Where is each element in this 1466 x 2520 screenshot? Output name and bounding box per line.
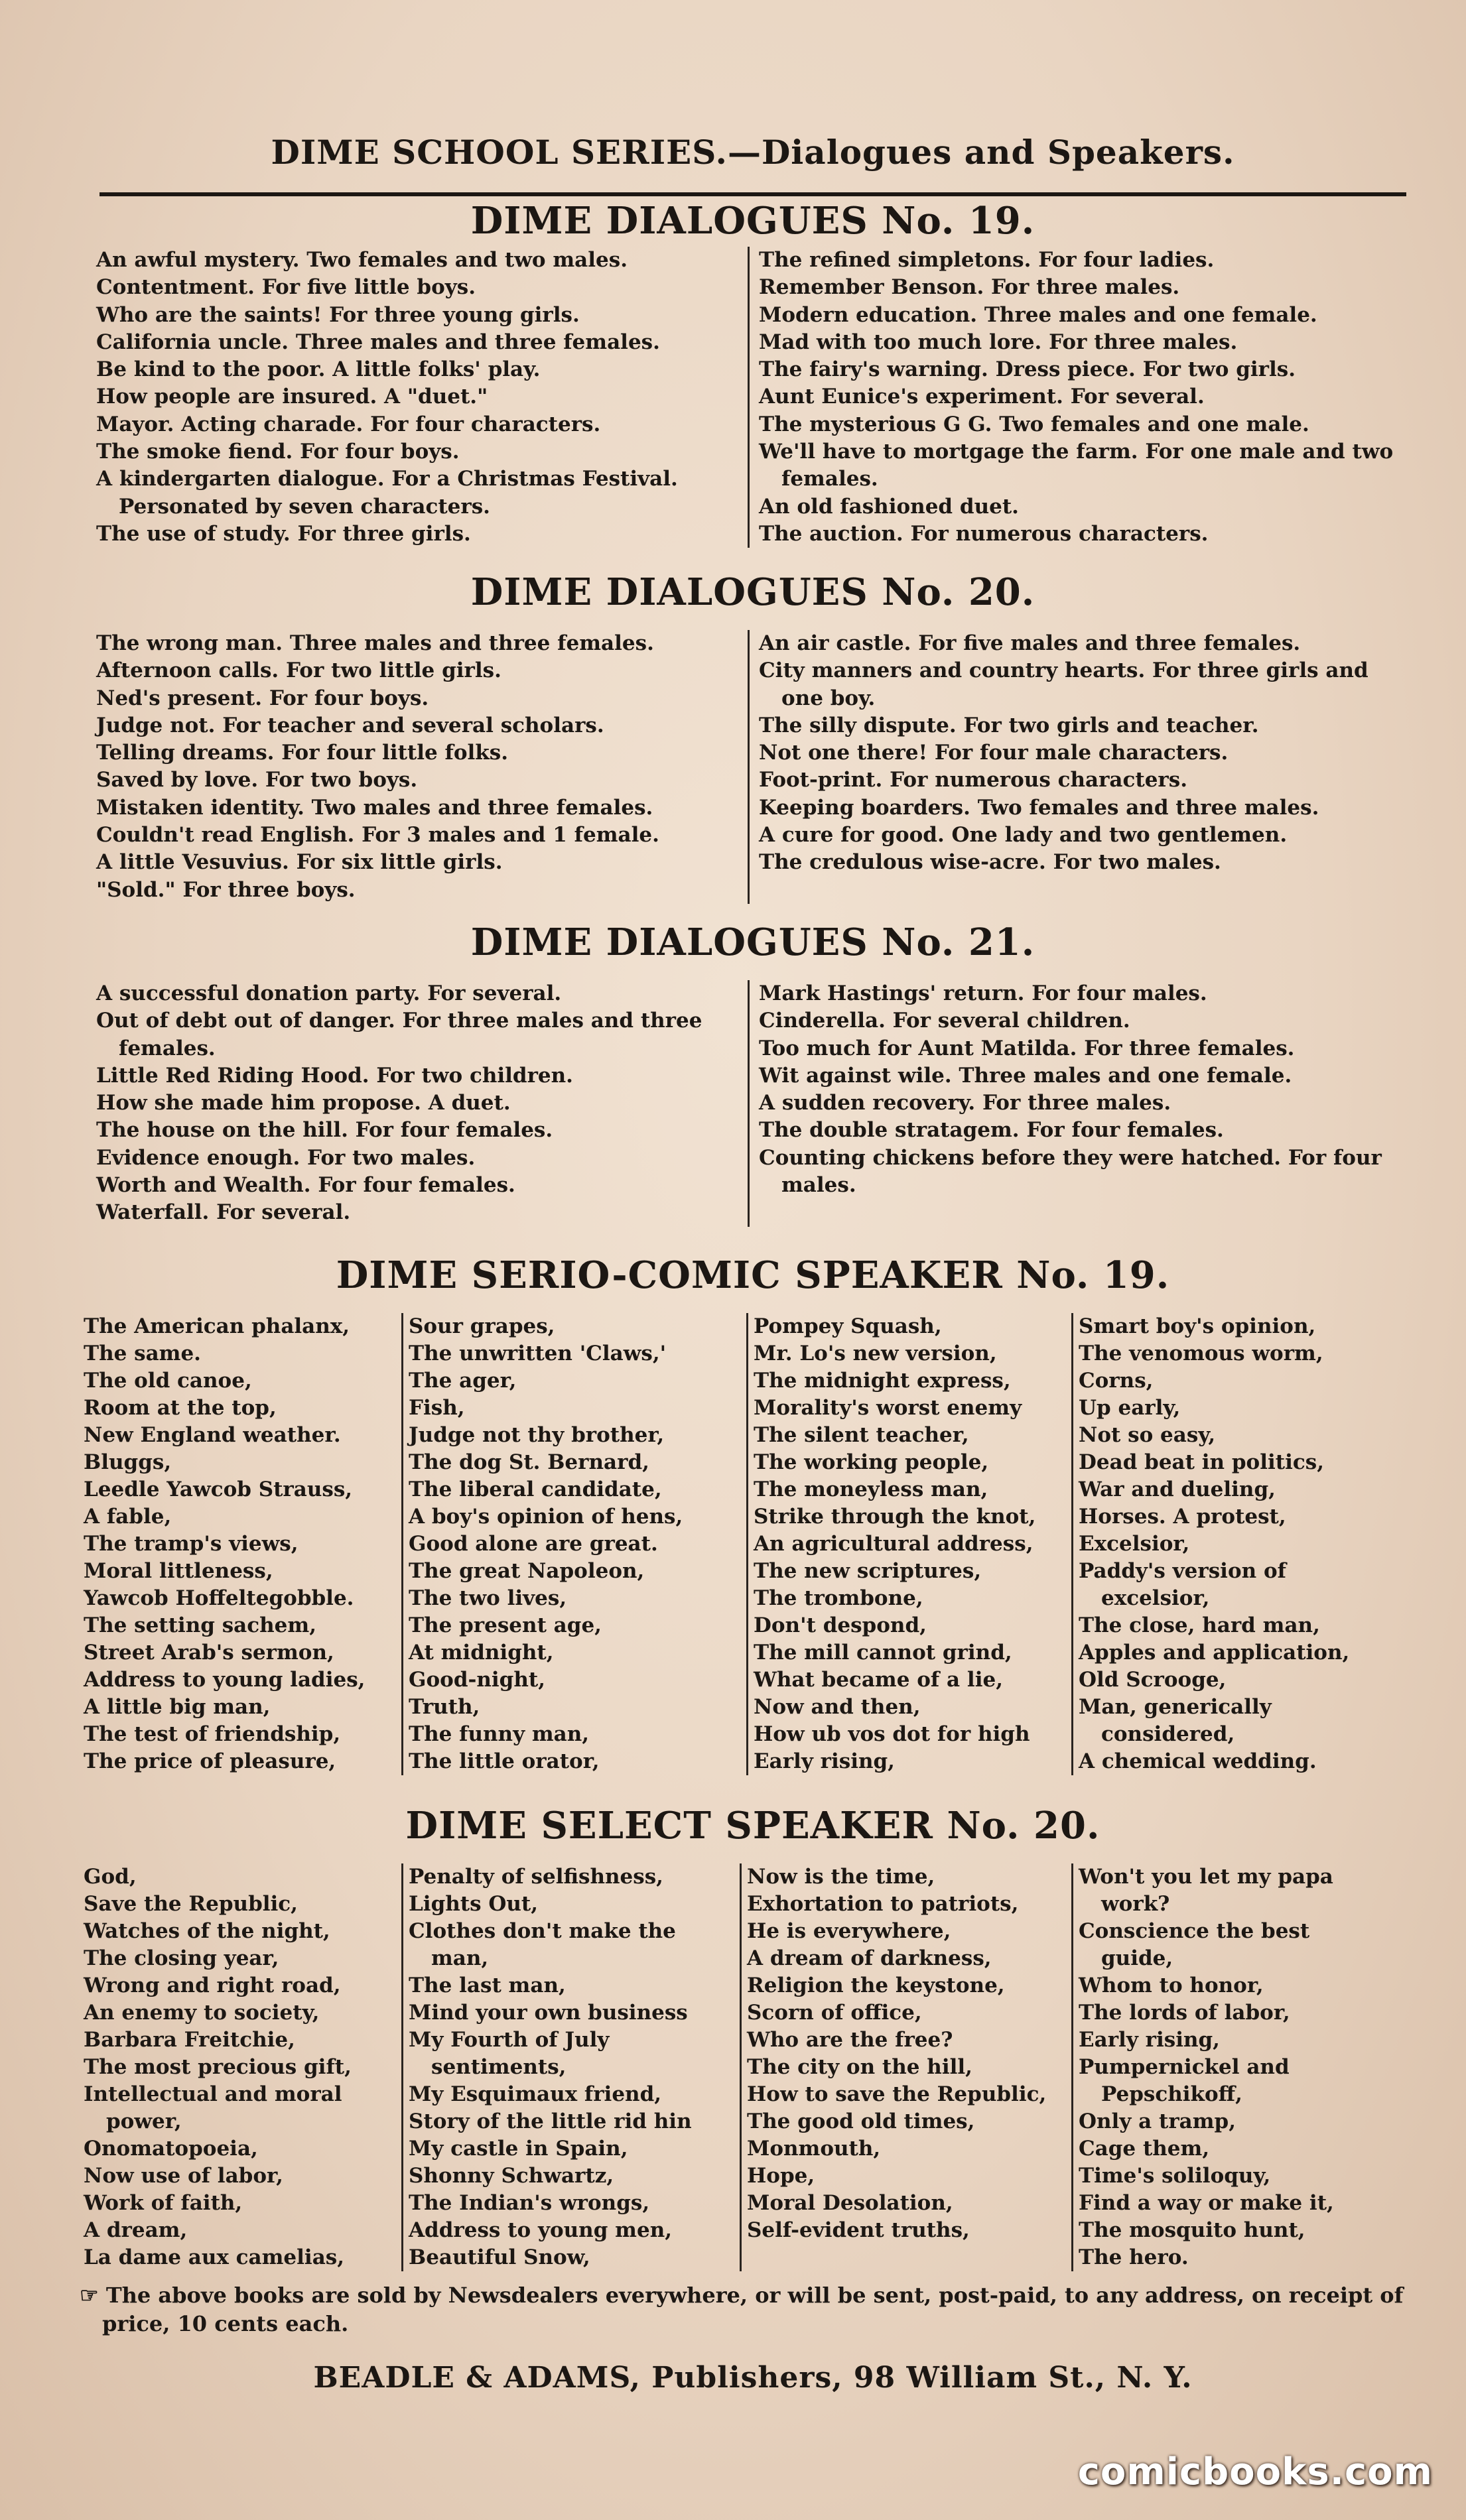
speech-entry: God, <box>84 1865 137 1889</box>
dialogue-entry: The use of study. For three girls. <box>96 521 471 546</box>
speech-entry: Scorn of office, <box>747 2001 922 2025</box>
speech-entry: The liberal candidate, <box>409 1478 662 1501</box>
dialogue-entry: Worth and Wealth. For four females. <box>96 1173 515 1198</box>
speech-entry: The old canoe, <box>84 1369 252 1393</box>
speech-entry: Shonny Schwartz, <box>409 2164 614 2188</box>
dialogue-entry: City manners and country hearts. For three girls and one boy. <box>759 659 1368 710</box>
speech-entry: Monmouth, <box>747 2137 881 2161</box>
speech-entry: The mill cannot grind, <box>754 1641 1012 1665</box>
dialogue-entry: Evidence enough. For two males. <box>96 1145 476 1170</box>
dialogue-entry: The house on the hill. For four females. <box>96 1118 553 1143</box>
speech-entry: The silent teacher, <box>754 1423 969 1447</box>
dialogues-19-right-column <box>750 247 1403 548</box>
speech-entry: The two lives, <box>409 1586 567 1610</box>
speech-entry: War and dueling, <box>1079 1478 1276 1501</box>
speech-entry: The tramp's views, <box>84 1532 299 1556</box>
speech-entry: Find a way or make it, <box>1079 2191 1334 2215</box>
speech-entry: The test of friendship, <box>84 1722 341 1746</box>
speech-entry: Now use of labor, <box>84 2164 283 2188</box>
speech-entry: My Esquimaux friend, <box>409 2082 662 2106</box>
speech-entry: Beautiful Snow, <box>409 2245 590 2269</box>
speech-entry: Hope, <box>747 2164 815 2188</box>
speech-entry: What became of a lie, <box>754 1668 1003 1692</box>
header-rule <box>100 192 1406 196</box>
speech-entry: How ub vos dot for high <box>754 1722 1030 1746</box>
speech-entry: An enemy to society, <box>84 2001 320 2025</box>
speech-entry: The closing year, <box>84 1946 279 1970</box>
dialogue-entry: The wrong man. Three males and three females. <box>96 631 654 655</box>
speech-entry: Up early, <box>1079 1396 1181 1420</box>
speech-entry: The dog St. Bernard, <box>409 1450 649 1474</box>
dialogue-entry: A little Vesuvius. For six little girls. <box>96 850 503 875</box>
section-title-speaker-19: DIME SERIO-COMIC SPEAKER No. 19. <box>336 1253 1170 1297</box>
speech-entry: The city on the hill, <box>747 2055 972 2079</box>
speech-entry: Address to young ladies, <box>84 1668 366 1692</box>
speaker-20-column-1 <box>78 1863 403 2271</box>
speaker-19-column-1 <box>78 1313 403 1775</box>
speech-entry: Fish, <box>409 1396 465 1420</box>
dialogue-entry: Mark Hastings' return. For four males. <box>759 981 1207 1005</box>
speech-entry: He is everywhere, <box>747 1919 951 1943</box>
speech-entry: Conscience the best guide, <box>1079 1919 1310 1970</box>
dialogue-entry: The mysterious G G. Two females and one male. <box>759 412 1309 436</box>
speech-entry: Mr. Lo's new version, <box>754 1342 997 1365</box>
speech-entry: Story of the little rid hin <box>409 2110 692 2133</box>
dialogue-entry: Too much for Aunt Matilda. For three females. <box>759 1036 1295 1060</box>
dialogue-entry: Remember Benson. For three males. <box>759 275 1180 300</box>
site-watermark: comicbooks.com <box>1077 2450 1433 2493</box>
speech-entry: Yawcob Hoffeltegobble. <box>84 1586 354 1610</box>
speech-entry: Don't despond, <box>754 1613 927 1637</box>
dialogues-20-right-column <box>750 630 1403 904</box>
speech-entry: Dead beat in politics, <box>1079 1450 1324 1474</box>
speech-entry: Exhortation to patriots, <box>747 1892 1019 1916</box>
dialogue-entry: An air castle. For five males and three females. <box>759 631 1301 655</box>
speech-entry: Barbara Freitchie, <box>84 2028 295 2052</box>
speech-entry: The trombone, <box>754 1586 923 1610</box>
dialogues-20-left-column <box>96 630 750 904</box>
speech-entry: Judge not thy brother, <box>409 1423 665 1447</box>
dialogues-20-columns <box>96 630 1403 904</box>
speech-entry: The mosquito hunt, <box>1079 2218 1305 2242</box>
dialogue-entry: "Sold." For three boys. <box>96 877 356 902</box>
speech-entry: The price of pleasure, <box>84 1749 336 1773</box>
speech-entry: Apples and application, <box>1079 1641 1350 1665</box>
speaker-19-column-4 <box>1073 1313 1392 1775</box>
section-title-dialogues-20: DIME DIALOGUES No. 20. <box>470 570 1035 614</box>
speech-entry: The setting sachem, <box>84 1613 316 1637</box>
dialogue-entry: A sudden recovery. For three males. <box>759 1091 1171 1115</box>
publisher-imprint: BEADLE & ADAMS, Publishers, 98 William St., N. Y. <box>313 2361 1193 2395</box>
speech-entry: New England weather. <box>84 1423 341 1447</box>
dialogue-entry: Be kind to the poor. A little folks' play. <box>96 357 541 382</box>
dialogues-21-right-column <box>750 980 1403 1227</box>
dialogue-entry: Telling dreams. For four little folks. <box>96 741 509 765</box>
dialogue-entry: A kindergarten dialogue. For a Christmas Festival. Personated by seven characters. <box>96 467 678 519</box>
speaker-19-column-3 <box>748 1313 1073 1775</box>
dialogue-entry: Cinderella. For several children. <box>759 1009 1130 1033</box>
speech-entry: Horses. A protest, <box>1079 1505 1286 1529</box>
speech-entry: The midnight express, <box>754 1369 1011 1393</box>
dialogue-entry: The fairy's warning. Dress piece. For two girls. <box>759 357 1296 382</box>
dialogue-entry: How people are insured. A "duet." <box>96 385 488 409</box>
speech-entry: Sour grapes, <box>409 1314 555 1338</box>
dialogue-entry: Ned's present. For four boys. <box>96 686 429 710</box>
dialogue-entry: Not one there! For four male characters. <box>759 741 1229 765</box>
dialogue-entry: The double stratagem. For four females. <box>759 1118 1224 1143</box>
speech-entry: Not so easy, <box>1079 1423 1216 1447</box>
dialogues-19-left-column <box>96 247 750 548</box>
speech-entry: The good old times, <box>747 2110 975 2133</box>
speech-entry: The most precious gift, <box>84 2055 352 2079</box>
dialogue-entry: Saved by love. For two boys. <box>96 768 418 792</box>
speech-entry: Wrong and right road, <box>84 1974 341 1997</box>
speech-entry: The moneyless man, <box>754 1478 988 1501</box>
speech-entry: Old Scrooge, <box>1079 1668 1227 1692</box>
ordering-note: ☞ The above books are sold by Newsdealers everywhere, or will be sent, post-paid, to any address, on receipt of price, 10 cents each. <box>80 2283 1404 2336</box>
section-title-dialogues-19: DIME DIALOGUES No. 19. <box>470 199 1035 243</box>
speech-entry: Moral littleness, <box>84 1559 273 1583</box>
speech-entry: A little big man, <box>84 1695 271 1719</box>
speech-entry: A fable, <box>84 1505 172 1529</box>
speech-entry: Smart boy's opinion, <box>1079 1314 1316 1338</box>
speaker-20-columns <box>78 1863 1392 2271</box>
dialogue-entry: The auction. For numerous characters. <box>759 521 1209 546</box>
speech-entry: Only a tramp, <box>1079 2110 1236 2133</box>
speaker-20-column-4 <box>1073 1863 1392 2271</box>
speech-entry: An agricultural address, <box>754 1532 1033 1556</box>
dialogues-21-columns <box>96 980 1403 1227</box>
speech-entry: Good alone are great. <box>409 1532 658 1556</box>
speech-entry: Watches of the night, <box>84 1919 330 1943</box>
speaker-20-column-3 <box>742 1863 1073 2271</box>
speech-entry: The American phalanx, <box>84 1314 350 1338</box>
speech-entry: Now is the time, <box>747 1865 935 1889</box>
dialogues-19-columns <box>96 247 1403 548</box>
speech-entry: The last man, <box>409 1974 566 1997</box>
speech-entry: Moral Desolation, <box>747 2191 953 2215</box>
dialogue-entry: The smoke fiend. For four boys. <box>96 440 460 464</box>
dialogue-entry: Little Red Riding Hood. For two children. <box>96 1063 573 1088</box>
speech-entry: Early rising, <box>1079 2028 1220 2052</box>
speech-entry: A dream, <box>84 2218 188 2242</box>
speech-entry: La dame aux camelias, <box>84 2245 345 2269</box>
speech-entry: Paddy's version of excelsior, <box>1079 1559 1286 1610</box>
speech-entry: Time's soliloquy, <box>1079 2164 1271 2188</box>
speech-entry: Who are the free? <box>747 2028 953 2052</box>
speech-entry: The great Napoleon, <box>409 1559 645 1583</box>
speech-entry: My Fourth of July sentiments, <box>409 2028 610 2079</box>
speech-entry: Pumpernickel and Pepschikoff, <box>1079 2055 1290 2106</box>
dialogue-entry: Counting chickens before they were hatched. For four males. <box>759 1145 1382 1198</box>
speech-entry: My castle in Spain, <box>409 2137 628 2161</box>
speech-entry: Man, generically considered, <box>1079 1695 1272 1746</box>
dialogue-entry: Who are the saints! For three young girls. <box>96 302 580 327</box>
dialogue-entry: A cure for good. One lady and two gentlemen. <box>759 823 1288 848</box>
speech-entry: The same. <box>84 1342 201 1365</box>
speech-entry: Lights Out, <box>409 1892 539 1916</box>
dialogue-entry: Out of debt out of danger. For three males and three females. <box>96 1009 702 1060</box>
speech-entry: Early rising, <box>754 1749 895 1773</box>
speech-entry: Save the Republic, <box>84 1892 298 1916</box>
speech-entry: Street Arab's sermon, <box>84 1641 334 1665</box>
dialogue-entry: A successful donation party. For several. <box>96 981 562 1005</box>
dialogue-entry: The credulous wise-acre. For two males. <box>759 850 1221 875</box>
speech-entry: The venomous worm, <box>1079 1342 1323 1365</box>
speaker-20-column-2 <box>403 1863 742 2271</box>
section-title-dialogues-21: DIME DIALOGUES No. 21. <box>470 920 1035 964</box>
section-title-speaker-20: DIME SELECT SPEAKER No. 20. <box>405 1804 1100 1848</box>
speech-entry: Pompey Squash, <box>754 1314 942 1338</box>
dialogue-entry: Wit against wile. Three males and one female. <box>759 1063 1292 1088</box>
dialogue-entry: The refined simpletons. For four ladies. <box>759 248 1215 272</box>
speech-entry: The funny man, <box>409 1722 590 1746</box>
speech-entry: A dream of darkness, <box>747 1946 992 1970</box>
dialogue-entry: Keeping boarders. Two females and three males. <box>759 795 1319 820</box>
speech-entry: Intellectual and moral power, <box>84 2082 342 2133</box>
dialogue-entry: Judge not. For teacher and several scholars. <box>96 713 604 737</box>
speech-entry: Work of faith, <box>84 2191 243 2215</box>
speech-entry: The little orator, <box>409 1749 600 1773</box>
dialogue-entry: An awful mystery. Two females and two males. <box>96 248 628 272</box>
speaker-19-columns <box>78 1313 1392 1775</box>
dialogue-entry: We'll have to mortgage the farm. For one male and two females. <box>759 440 1394 491</box>
dialogue-entry: Contentment. For five little boys. <box>96 275 476 300</box>
speech-entry: The Indian's wrongs, <box>409 2191 650 2215</box>
speech-entry: Truth, <box>409 1695 480 1719</box>
speech-entry: The present age, <box>409 1613 602 1637</box>
dialogue-entry: The silly dispute. For two girls and teacher. <box>759 713 1259 737</box>
dialogue-entry: Couldn't read English. For 3 males and 1 female. <box>96 823 659 848</box>
dialogue-entry: An old fashioned duet. <box>759 494 1019 519</box>
speech-entry: A chemical wedding. <box>1079 1749 1317 1773</box>
speech-entry: The close, hard man, <box>1079 1613 1320 1637</box>
speech-entry: Corns, <box>1079 1369 1154 1393</box>
speech-entry: Won't you let my papa work? <box>1079 1865 1333 1916</box>
speech-entry: Room at the top, <box>84 1396 277 1420</box>
speech-entry: Penalty of selfishness, <box>409 1865 663 1889</box>
speech-entry: Now and then, <box>754 1695 921 1719</box>
dialogue-entry: How she made him propose. A duet. <box>96 1091 511 1115</box>
speech-entry: The ager, <box>409 1369 517 1393</box>
dialogue-entry: Waterfall. For several. <box>96 1200 351 1225</box>
speech-entry: A boy's opinion of hens, <box>409 1505 683 1529</box>
speech-entry: The lords of labor, <box>1079 2001 1290 2025</box>
dialogue-entry: Mayor. Acting charade. For four characters. <box>96 412 601 436</box>
dialogue-entry: Mad with too much lore. For three males. <box>759 330 1238 354</box>
speech-entry: Onomatopoeia, <box>84 2137 258 2161</box>
dialogue-entry: Mistaken identity. Two males and three females. <box>96 795 653 820</box>
speech-entry: Clothes don't make the man, <box>409 1919 676 1970</box>
speech-entry: Leedle Yawcob Strauss, <box>84 1478 353 1501</box>
dialogue-entry: Afternoon calls. For two little girls. <box>96 659 501 683</box>
speech-entry: How to save the Republic, <box>747 2082 1047 2106</box>
speech-entry: Morality's worst enemy <box>754 1396 1022 1420</box>
speech-entry: Excelsior, <box>1079 1532 1190 1556</box>
speech-entry: The hero. <box>1079 2245 1189 2269</box>
speech-entry: Self-evident truths, <box>747 2218 970 2242</box>
dialogue-entry: Modern education. Three males and one female. <box>759 302 1317 327</box>
dialogue-entry: Aunt Eunice's experiment. For several. <box>759 385 1205 409</box>
speech-entry: Address to young men, <box>409 2218 673 2242</box>
speaker-19-column-2 <box>403 1313 748 1775</box>
speech-entry: Cage them, <box>1079 2137 1210 2161</box>
speech-entry: At midnight, <box>409 1641 554 1665</box>
speech-entry: The new scriptures, <box>754 1559 982 1583</box>
dialogue-entry: California uncle. Three males and three females. <box>96 330 660 354</box>
speech-entry: Religion the keystone, <box>747 1974 1005 1997</box>
speech-entry: Bluggs, <box>84 1450 172 1474</box>
speech-entry: Good-night, <box>409 1668 546 1692</box>
speech-entry: Whom to honor, <box>1079 1974 1264 1997</box>
speech-entry: Strike through the knot, <box>754 1505 1036 1529</box>
speech-entry: Mind your own business <box>409 2001 688 2025</box>
speech-entry: The working people, <box>754 1450 989 1474</box>
dialogue-entry: Foot-print. For numerous characters. <box>759 768 1188 792</box>
series-header: DIME SCHOOL SERIES.—Dialogues and Speakers. <box>271 133 1235 172</box>
speech-entry: The unwritten 'Claws,' <box>409 1342 667 1365</box>
dialogues-21-left-column <box>96 980 750 1227</box>
